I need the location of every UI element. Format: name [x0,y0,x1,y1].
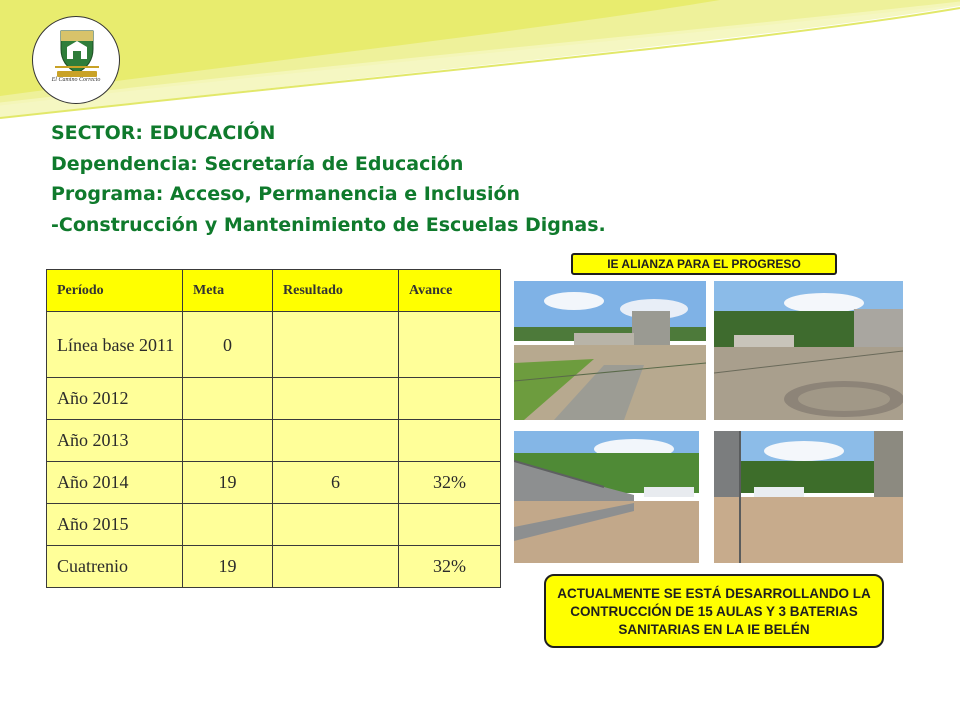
col-header-avance: Avance [399,270,501,312]
header-swoosh-decoration [0,0,960,130]
cell-resultado [273,504,399,546]
cell-meta: 19 [183,462,273,504]
cell-avance: 32% [399,546,501,588]
progress-table [46,269,501,588]
cell-meta: 19 [183,546,273,588]
progress-note: ACTUALMENTE SE ESTÁ DESARROLLANDO LA CONTRUCCIÓN DE 15 AULAS Y 3 BATERIAS SANITARIAS EN LA IE BELÉN [544,574,884,648]
cell-resultado [273,546,399,588]
table-header-row [47,270,501,312]
cell-avance: 32% [399,462,501,504]
sector-title: SECTOR: EDUCACIÓN [51,122,276,144]
cell-periodo: Año 2012 [47,378,183,420]
table-row [47,546,501,588]
cell-meta: 0 [183,312,273,378]
table-row [47,504,501,546]
logo-motto: El Camino Correcto [51,77,101,83]
proyecto-title: -Construcción y Mantenimiento de Escuelas Dignas. [51,213,606,236]
cell-resultado [273,420,399,462]
cell-avance [399,378,501,420]
cell-avance [399,504,501,546]
school-name-banner: IE ALIANZA PARA EL PROGRESO [571,253,837,275]
cell-resultado: 6 [273,462,399,504]
cell-meta [183,504,273,546]
slide-heading [51,118,606,240]
cell-periodo: Año 2015 [47,504,183,546]
cell-periodo: Año 2013 [47,420,183,462]
table-row [47,378,501,420]
cell-resultado [273,312,399,378]
cell-meta [183,378,273,420]
cell-periodo: Año 2014 [47,462,183,504]
municipal-logo [32,16,120,104]
cell-resultado [273,378,399,420]
col-header-periodo: Período [47,270,183,312]
dependencia-title: Dependencia: Secretaría de Educación [51,152,464,175]
col-header-meta: Meta [183,270,273,312]
cell-avance [399,312,501,378]
construction-photo-2 [714,281,903,420]
cell-meta [183,420,273,462]
programa-title: Programa: Acceso, Permanencia e Inclusión [51,183,521,205]
table-row [47,462,501,504]
cell-periodo: Cuatrenio [47,546,183,588]
cell-avance [399,420,501,462]
cell-periodo: Línea base 2011 [47,312,183,378]
construction-photo-1 [514,281,706,420]
table-row [47,312,501,378]
construction-photo-3 [514,431,699,563]
construction-photo-4 [714,431,903,563]
table-row [47,420,501,462]
shield-icon [33,17,121,105]
col-header-resultado: Resultado [273,270,399,312]
